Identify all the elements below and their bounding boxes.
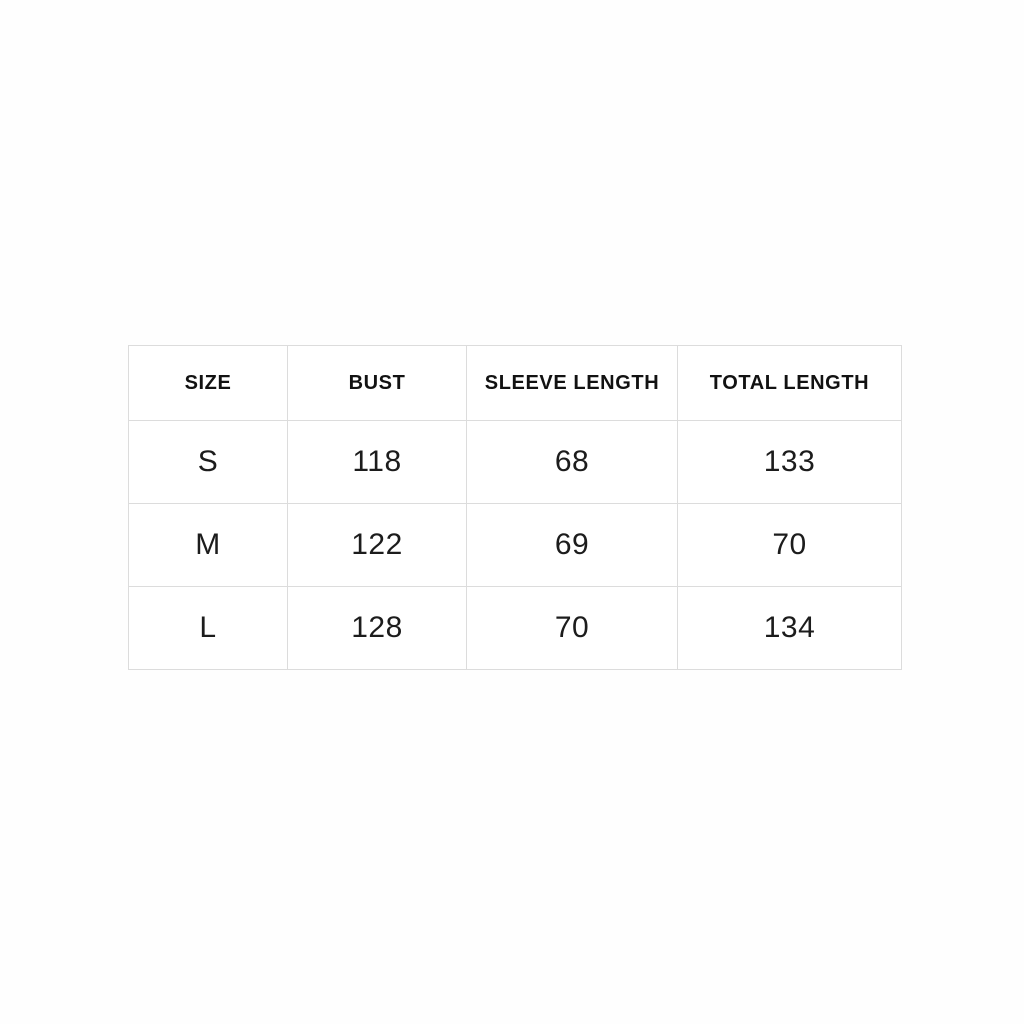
cell-total-length: 70 bbox=[678, 504, 902, 587]
cell-bust: 128 bbox=[288, 587, 467, 670]
table-body bbox=[129, 421, 902, 670]
cell-size: S bbox=[129, 421, 288, 504]
cell-sleeve-length: 70 bbox=[467, 587, 678, 670]
table-row bbox=[129, 421, 902, 504]
table-row bbox=[129, 504, 902, 587]
column-header-bust: BUST bbox=[288, 346, 467, 421]
table-header bbox=[129, 346, 902, 421]
column-header-sleeve-length: SLEEVE LENGTH bbox=[467, 346, 678, 421]
cell-size: L bbox=[129, 587, 288, 670]
cell-bust: 122 bbox=[288, 504, 467, 587]
cell-sleeve-length: 68 bbox=[467, 421, 678, 504]
cell-bust: 118 bbox=[288, 421, 467, 504]
cell-sleeve-length: 69 bbox=[467, 504, 678, 587]
table-header-row bbox=[129, 346, 902, 421]
size-chart-table bbox=[128, 345, 902, 670]
table-row bbox=[129, 587, 902, 670]
column-header-total-length: TOTAL LENGTH bbox=[678, 346, 902, 421]
column-header-size: SIZE bbox=[129, 346, 288, 421]
cell-total-length: 134 bbox=[678, 587, 902, 670]
cell-size: M bbox=[129, 504, 288, 587]
cell-total-length: 133 bbox=[678, 421, 902, 504]
